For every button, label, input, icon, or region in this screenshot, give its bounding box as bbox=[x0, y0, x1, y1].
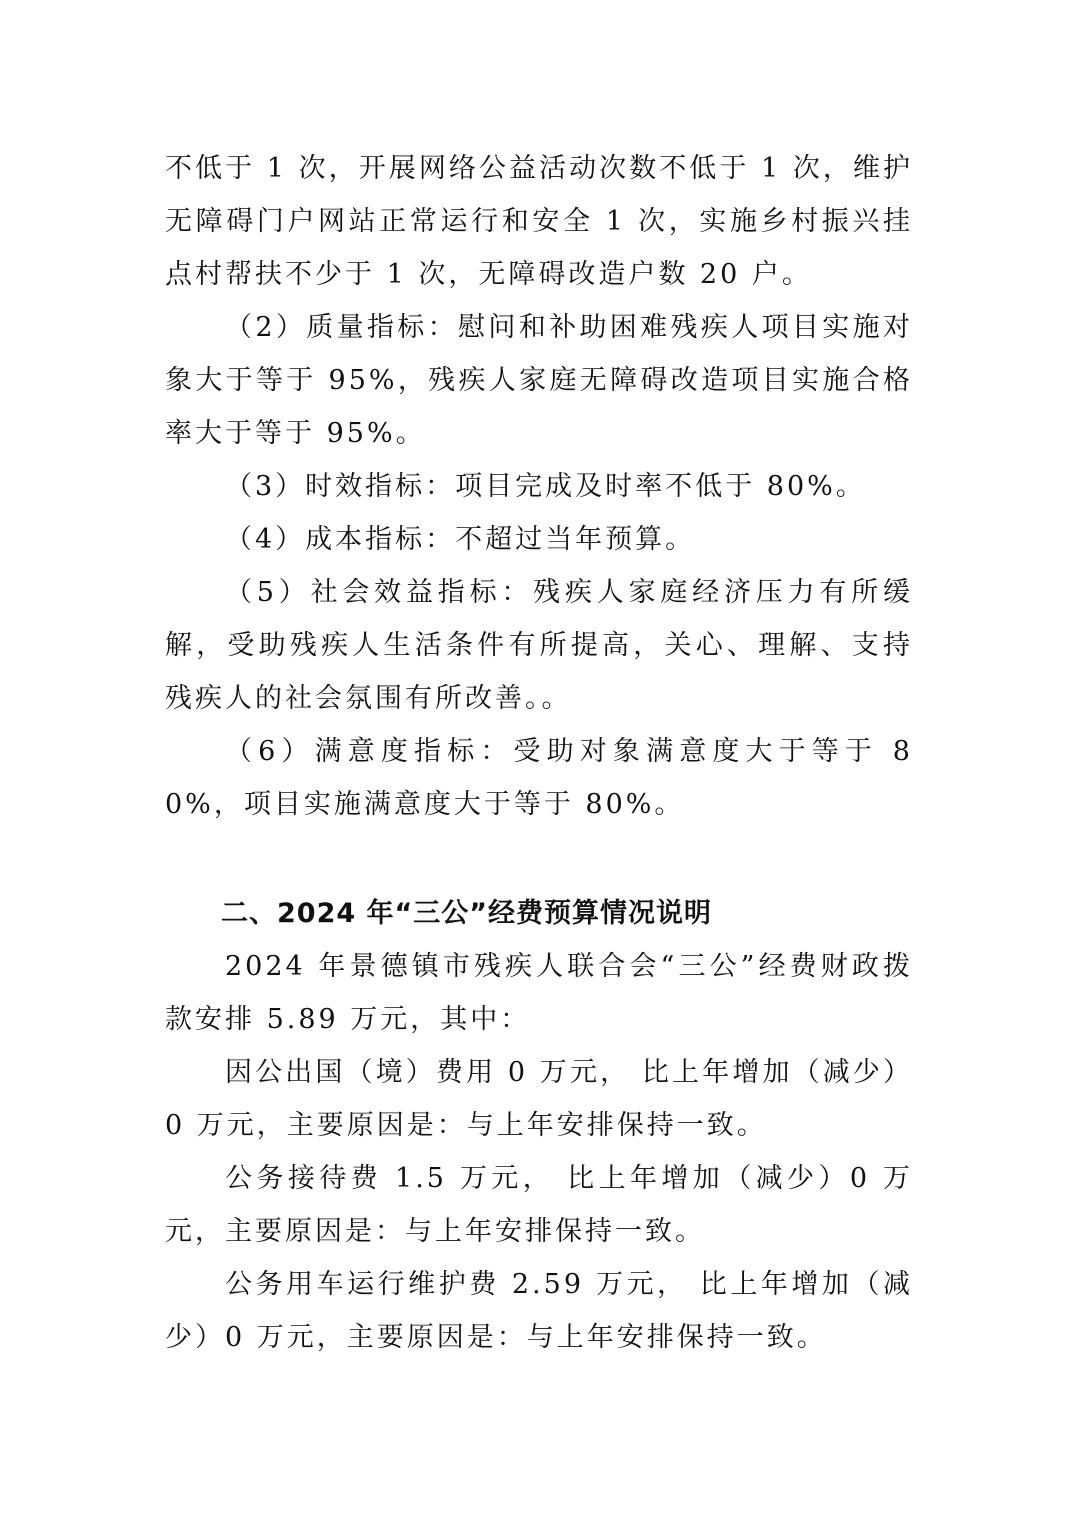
document-body bbox=[165, 142, 913, 1364]
paragraph-timeliness-indicators: （3）时效指标：项目完成及时率不低于 80%。 bbox=[225, 471, 866, 502]
paragraph-quantity-indicators-cont: 不低于 1 次，开展网络公益活动次数不低于 1 次，维护无障碍门户网站正常运行和安全 1 次，实施乡村振兴挂点村帮扶不少于 1 次，无障碍改造户数 20 户。 bbox=[165, 153, 913, 290]
paragraph-reception-fee: 公务接待费 1.5 万元， 比上年增加（减少）0 万元，主要原因是：与上年安排保持一致。 bbox=[165, 1163, 913, 1247]
paragraph-budget-total: 2024 年景德镇市残疾人联合会“三公”经费财政拨款安排 5.89 万元，其中： bbox=[165, 951, 913, 1035]
section-heading: 二、2024 年“三公”经费预算情况说明 bbox=[221, 898, 713, 929]
paragraph-social-benefit-indicators: （5）社会效益指标：残疾人家庭经济压力有所缓解，受助残疾人生活条件有所提高，关心、理解、支持残疾人的社会氛围有所改善。。 bbox=[165, 577, 913, 714]
paragraph-satisfaction-indicators: （6）满意度指标：受助对象满意度大于等于 80%，项目实施满意度大于等于 80%。 bbox=[165, 736, 913, 820]
paragraph-overseas-travel: 因公出国（境）费用 0 万元， 比上年增加（减少）0 万元，主要原因是：与上年安排保持一致。 bbox=[165, 1057, 913, 1141]
paragraph-cost-indicators: （4）成本指标：不超过当年预算。 bbox=[225, 524, 696, 555]
paragraph-vehicle-maintenance: 公务用车运行维护费 2.59 万元， 比上年增加（减少）0 万元，主要原因是：与上年安排保持一致。 bbox=[165, 1269, 913, 1353]
paragraph-quality-indicators: （2）质量指标：慰问和补助困难残疾人项目实施对象大于等于 95%，残疾人家庭无障碍改造项目实施合格率大于等于 95%。 bbox=[165, 312, 913, 449]
